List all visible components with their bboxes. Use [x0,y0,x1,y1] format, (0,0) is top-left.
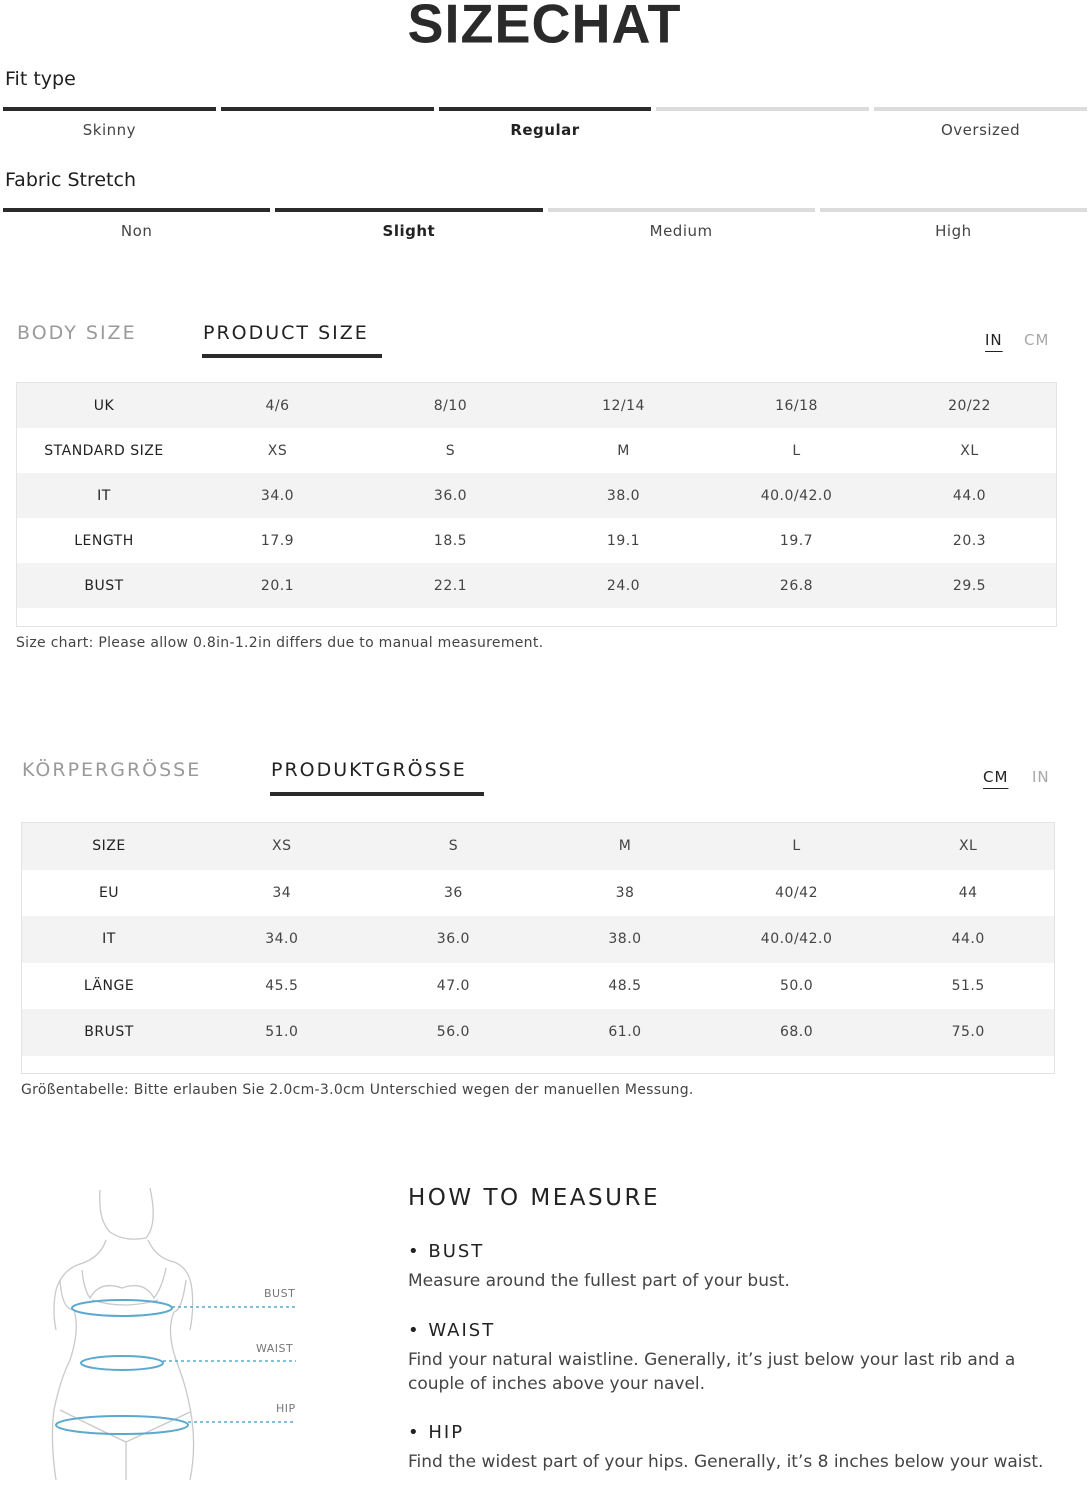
table-cell: 4/6 [265,397,290,414]
tab-produktgroesse[interactable]: PRODUKTGRÖSSE [271,759,467,781]
size-chart-note-en: Size chart: Please allow 0.8in-1.2in differs due to manual measurement. [16,635,544,651]
measure-text-bust: Measure around the fullest part of your bust. [408,1271,790,1291]
fabric-stretch-option-medium: Medium [649,222,713,240]
figure-label-waist: WAIST [256,1342,294,1355]
fabric-stretch-segment [3,208,270,212]
table-row [17,563,1056,608]
table-cell: 17.9 [260,532,295,549]
fabric-stretch-segment [820,208,1087,212]
table-cell: 56.0 [436,1024,470,1041]
fit-type-segment [874,107,1087,111]
table-cell: 36 [443,884,463,901]
tab-product-size-underline [202,354,382,358]
table-cell: 38.0 [606,487,641,504]
fit-type-segment [3,107,216,111]
table-cell: 34.0 [260,487,295,504]
table-cell: M [618,838,632,855]
table-cell: 19.7 [779,532,814,549]
size-chart-note-de: Größentabelle: Bitte erlauben Sie 2.0cm-3.0cm Unterschied wegen der manuellen Messung. [21,1082,694,1098]
table-cell: XS [272,838,292,855]
tab-product-size[interactable]: PRODUCT SIZE [203,322,369,344]
table-cell: 44.0 [952,487,987,504]
table-row [17,383,1056,428]
measure-heading-bust: • BUST [408,1241,485,1262]
table-cell: 26.8 [779,577,814,594]
size-table-de [21,822,1055,1074]
table-cell: XL [960,442,979,459]
measure-heading-hip: • HIP [408,1422,465,1443]
table-cell: 47.0 [436,977,470,994]
measure-heading-waist: • WAIST [408,1320,496,1341]
table-cell: 12/14 [602,397,645,414]
row-header: EU [98,884,120,901]
table-cell: 40.0/42.0 [760,931,833,948]
measure-heading-bust-text: BUST [428,1241,485,1262]
table-cell: 22.1 [433,577,468,594]
table-cell: 44 [958,884,978,901]
table-row [22,963,1054,1010]
unit-cm-toggle[interactable]: CM [1024,331,1050,349]
table-cell: 68.0 [779,1024,814,1041]
table-cell: 75.0 [951,1024,985,1041]
row-header: LENGTH [74,532,134,549]
unit-in-toggle[interactable]: IN [985,331,1003,349]
table-cell: 29.5 [952,577,987,594]
fit-type-segment [656,107,869,111]
measure-text-waist: Find your natural waistline. Generally, it’s just below your last rib and a couple of inches above your navel. [408,1350,1016,1394]
fabric-stretch-segment [275,208,542,212]
fabric-stretch-label: Fabric Stretch [5,169,136,191]
table-cell: 20.3 [952,532,987,549]
table-cell: 19.1 [606,532,641,549]
table-cell: 8/10 [433,397,468,414]
fit-type-segment [439,107,652,111]
table-cell: 34 [272,884,292,901]
table-cell: 36.0 [436,931,470,948]
fit-type-option-regular: Regular [510,121,580,139]
unit-in-toggle-de[interactable]: IN [1032,768,1050,786]
row-header: IT [97,487,111,504]
table-cell: 38 [615,884,635,901]
row-header: BUST [84,577,124,594]
fabric-stretch-segment [548,208,815,212]
fit-type-option-skinny: Skinny [82,121,137,139]
body-outline [52,1188,193,1480]
table-cell: 18.5 [433,532,468,549]
figure-label-bust: BUST [264,1287,296,1300]
row-header: UK [93,397,115,414]
table-cell: 48.5 [608,977,642,994]
table-cell: 36.0 [433,487,468,504]
measure-heading-hip-text: HIP [428,1422,465,1443]
size-table-en [16,382,1057,627]
tab-body-size[interactable]: BODY SIZE [17,322,137,344]
table-cell: 44.0 [951,931,985,948]
row-header: LÄNGE [83,977,135,994]
row-header: SIZE [92,838,126,855]
table-cell: S [448,838,459,855]
table-row [17,518,1056,563]
table-row [22,1009,1054,1056]
measure-text-hip: Find the widest part of your hips. Generally, it’s 8 inches below your waist. [408,1452,1044,1472]
page-title: SIZECHAT [407,0,682,55]
table-row [22,823,1054,870]
table-cell: 51.0 [265,1024,299,1041]
row-header: STANDARD SIZE [44,442,164,459]
measure-heading-waist-text: WAIST [428,1320,496,1341]
table-cell: L [792,838,801,855]
table-cell: S [445,442,456,459]
body-figure-illustration [40,1180,320,1500]
table-cell: 34.0 [265,931,299,948]
table-cell: XS [267,442,288,459]
tab-produktgroesse-underline [270,792,484,796]
table-cell: 20.1 [260,577,295,594]
tab-koerpergroesse[interactable]: KÖRPERGRÖSSE [22,759,202,781]
fit-type-option-oversized: Oversized [940,121,1021,139]
table-cell: 24.0 [606,577,641,594]
table-cell: 20/22 [948,397,991,414]
table-cell: 50.0 [779,977,814,994]
table-cell: 40.0/42.0 [760,487,833,504]
fabric-stretch-option-high: High [935,222,972,240]
table-cell: 40/42 [775,884,818,901]
table-cell: M [617,442,630,459]
table-cell: 16/18 [775,397,818,414]
table-cell: 51.5 [951,977,985,994]
table-cell: 45.5 [265,977,299,994]
table-cell: L [792,442,801,459]
table-cell: 38.0 [608,931,642,948]
table-cell: 61.0 [608,1024,642,1041]
table-row [22,870,1054,917]
fabric-stretch-option-non: Non [120,222,153,240]
unit-cm-toggle-de[interactable]: CM [983,768,1009,786]
row-header: BRUST [84,1024,134,1041]
fit-type-segment [221,107,434,111]
table-row [22,916,1054,963]
row-header: IT [102,931,116,948]
fabric-stretch-option-slight: Slight [382,222,436,240]
table-row [17,428,1056,473]
table-row [17,473,1056,518]
how-to-measure-title: HOW TO MEASURE [408,1185,660,1211]
fit-type-label: Fit type [5,68,76,90]
table-cell: XL [958,838,978,855]
figure-label-hip: HIP [276,1402,296,1415]
